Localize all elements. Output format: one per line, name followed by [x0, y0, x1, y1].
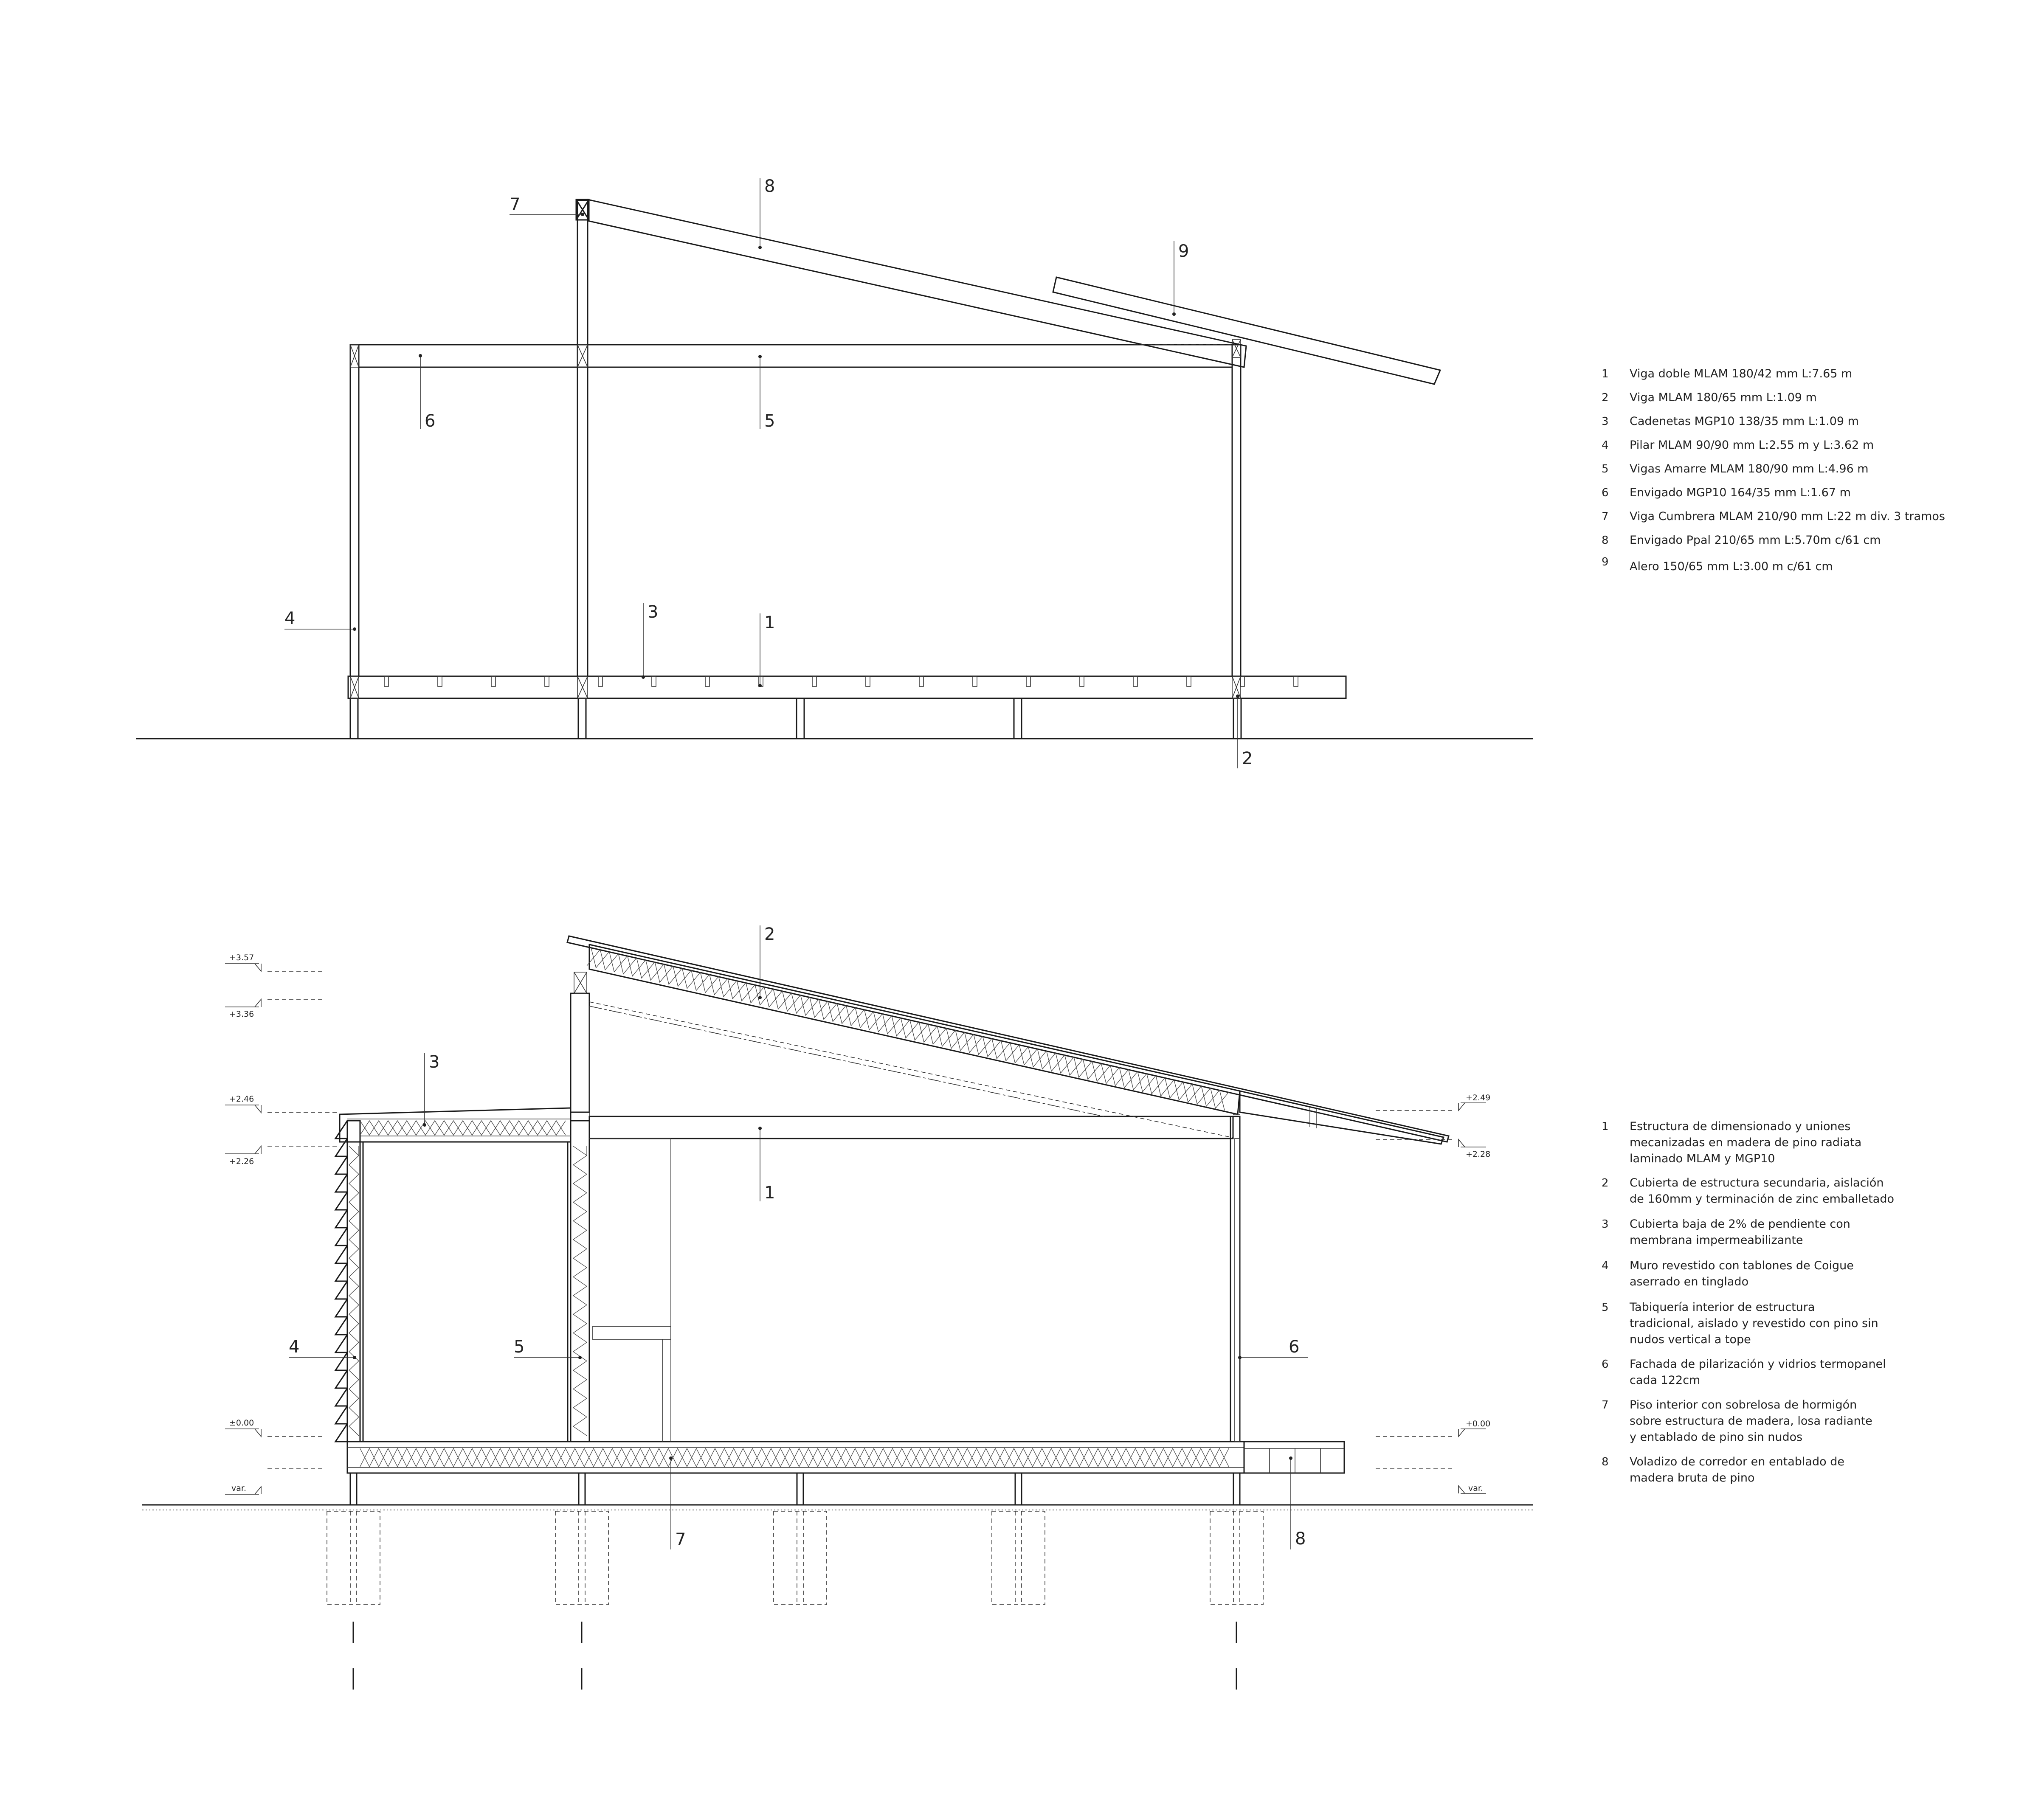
svg-text:nudos vertical a tope: nudos vertical a tope [1630, 1333, 1751, 1346]
callout-9 [1172, 241, 1189, 316]
svg-text:4: 4 [1602, 439, 1609, 452]
svg-text:membrana impermeabilizante: membrana impermeabilizante [1630, 1234, 1803, 1247]
partition-insulation [573, 1146, 587, 1436]
svg-text:tradicional, aislado y revesti: tradicional, aislado y revestido con pino sin [1630, 1317, 1878, 1330]
level-label: +3.57 [229, 953, 254, 962]
level-marker [1376, 1093, 1490, 1111]
structural-section [136, 177, 1945, 768]
callout-1-label: 1 [764, 613, 775, 633]
level-label: +2.49 [1466, 1093, 1491, 1102]
cadeneta-notch [491, 676, 496, 686]
callout-5 [758, 355, 775, 431]
svg-text:Muro revestido con tablones de: Muro revestido con tablones de Coigue [1630, 1259, 1854, 1272]
callout-7-label: 7 [675, 1530, 686, 1549]
legend-item [1602, 1217, 1850, 1247]
callout-3-label: 3 [648, 602, 659, 622]
level-marker [225, 999, 323, 1019]
svg-text:3: 3 [1602, 1218, 1609, 1231]
cadeneta-notch [384, 676, 389, 686]
grid-axis-marks [353, 1622, 1236, 1690]
level-marker [225, 1469, 323, 1494]
cadeneta-notch [598, 676, 603, 686]
svg-text:Cubierta de estructura secunda: Cubierta de estructura secundaria, aislación [1630, 1176, 1884, 1189]
legend-row [1602, 415, 1859, 428]
callout-7 [510, 195, 584, 216]
pillar-left [350, 345, 359, 676]
legend-item [1602, 1358, 1886, 1387]
foundations [327, 1511, 1263, 1605]
cadeneta-notch [1187, 676, 1191, 686]
cadeneta-notch [545, 676, 549, 686]
callout-3 [642, 602, 658, 679]
svg-text:Tabiquería interior de estruct: Tabiquería interior de estructura [1630, 1301, 1815, 1314]
level-marker [225, 1146, 340, 1166]
level-label: +3.36 [229, 1009, 254, 1019]
callout-6 [419, 354, 435, 431]
svg-text:aserrado en tinglado: aserrado en tinglado [1630, 1275, 1749, 1288]
callout-3 [423, 1052, 439, 1127]
low-roof [340, 1108, 571, 1142]
legend-item [1602, 1455, 1844, 1484]
svg-text:Alero 150/65 mm L:3.00 m c/61: Alero 150/65 mm L:3.00 m c/61 cm [1630, 560, 1833, 573]
callout-6-label: 6 [425, 411, 436, 431]
svg-text:Viga MLAM 180/65 mm L:1.09 m: Viga MLAM 180/65 mm L:1.09 m [1630, 391, 1817, 404]
level-label: var. [1468, 1484, 1483, 1493]
level-label: ±0.00 [229, 1418, 254, 1428]
svg-text:5: 5 [1602, 463, 1609, 475]
floor-beam [348, 676, 1346, 698]
cadeneta-notch [438, 676, 442, 686]
level-marker [1376, 1419, 1490, 1437]
beam-end-marks [350, 340, 1241, 698]
svg-text:7: 7 [1602, 510, 1609, 523]
floor-insulation [360, 1448, 1229, 1467]
level-marker [225, 1094, 340, 1113]
svg-text:6: 6 [1602, 1358, 1609, 1371]
svg-text:laminado MLAM y MGP10: laminado MLAM y MGP10 [1630, 1152, 1775, 1165]
pillar-right [1232, 345, 1241, 676]
right-facade-post [1230, 1116, 1240, 1442]
level-label: var. [231, 1484, 246, 1493]
callout-4-label: 4 [289, 1337, 300, 1357]
svg-text:y entablado de pino sin nudos: y entablado de pino sin nudos [1630, 1431, 1803, 1444]
cadeneta-notch [1133, 676, 1137, 686]
level-label: +2.46 [229, 1094, 254, 1104]
legend-item [1602, 1120, 1861, 1165]
callout-6-label: 6 [1289, 1337, 1300, 1357]
cadeneta-notch [866, 676, 870, 686]
svg-text:Envigado Ppal 210/65 mm L:5.70: Envigado Ppal 210/65 mm L:5.70m c/61 cm [1630, 534, 1881, 547]
cadeneta-notch [919, 676, 923, 686]
svg-text:Cadenetas MGP10 138/35 mm L:1.: Cadenetas MGP10 138/35 mm L:1.09 m [1630, 415, 1859, 428]
main-rafter [588, 200, 1246, 367]
foundation-posts [350, 698, 1241, 739]
cadenetas [384, 676, 1298, 686]
svg-text:cada 122cm: cada 122cm [1630, 1374, 1701, 1387]
level-label: +0.00 [1466, 1419, 1491, 1428]
svg-text:1: 1 [1602, 1120, 1609, 1133]
cadeneta-notch [705, 676, 709, 686]
svg-text:Viga Cumbrera MLAM 210/90 mm L: Viga Cumbrera MLAM 210/90 mm L:22 m div. 3 tramos [1630, 510, 1945, 523]
legend-row [1602, 391, 1817, 404]
level-marker [1376, 1469, 1486, 1493]
callout-4 [284, 609, 356, 631]
floor-posts [350, 1473, 1240, 1505]
callout-7-label: 7 [510, 195, 521, 214]
cadeneta-notch [973, 676, 977, 686]
level-marker [225, 1418, 323, 1437]
level-marker [225, 953, 323, 971]
ceiling-hidden-line [589, 1002, 1233, 1138]
corridor-deck [1244, 1442, 1344, 1473]
callout-4 [289, 1337, 356, 1359]
svg-text:madera bruta de pino: madera bruta de pino [1630, 1471, 1755, 1484]
svg-text:Voladizo de corredor en entabl: Voladizo de corredor en entablado de [1630, 1455, 1844, 1468]
low-roof-insulation [360, 1121, 566, 1135]
tie-beam [359, 345, 1232, 367]
level-markers-left [225, 953, 340, 1494]
callout-7 [669, 1456, 686, 1549]
svg-text:1: 1 [1602, 368, 1609, 380]
svg-text:de 160mm y terminación de zinc: de 160mm y terminación de zinc emballetado [1630, 1192, 1895, 1206]
svg-text:sobre estructura de madera, lo: sobre estructura de madera, losa radiante [1630, 1414, 1872, 1428]
level-label: +2.28 [1466, 1150, 1491, 1159]
construction-section [142, 925, 1894, 1690]
cadeneta-notch [1294, 676, 1298, 686]
roof-insulation [587, 947, 1229, 1111]
svg-text:Envigado MGP10 164/35 mm L:1.6: Envigado MGP10 164/35 mm L:1.67 m [1630, 486, 1851, 499]
callout-2 [1236, 694, 1253, 768]
legend-row [1602, 556, 1833, 573]
callout-3-label: 3 [429, 1052, 440, 1072]
main-column [571, 993, 589, 1112]
svg-text:8: 8 [1602, 1456, 1609, 1468]
level-markers-right [1376, 1093, 1490, 1493]
cadeneta-notch [652, 676, 656, 686]
right-facade-frame [1235, 1139, 1240, 1442]
svg-text:Cubierta baja de 2% de pendien: Cubierta baja de 2% de pendiente con [1630, 1217, 1850, 1231]
floor-slab [347, 1442, 1244, 1473]
tinglado-cladding [335, 1121, 347, 1442]
wall-insulation [349, 1146, 359, 1436]
svg-text:Piso interior con sobrelosa de: Piso interior con sobrelosa de hormigón [1630, 1398, 1857, 1411]
legend-row [1602, 367, 1852, 380]
legend-item [1602, 1259, 1854, 1288]
callout-8-label: 8 [1295, 1529, 1306, 1549]
svg-text:6: 6 [1602, 486, 1609, 499]
svg-text:mecanizadas en madera de pino: mecanizadas en madera de pino radiata [1630, 1136, 1862, 1149]
svg-text:Pilar MLAM 90/90 mm L:2.55 m: Pilar MLAM 90/90 mm L:2.55 m y L:3.62 m [1630, 439, 1874, 452]
svg-text:3: 3 [1602, 415, 1609, 428]
cadeneta-notch [1026, 676, 1030, 686]
construction-callouts [289, 925, 1308, 1549]
callout-5-label: 5 [514, 1337, 525, 1357]
svg-text:2: 2 [1602, 391, 1609, 404]
svg-text:9: 9 [1602, 556, 1609, 568]
callout-5 [514, 1337, 582, 1359]
svg-text:4: 4 [1602, 1260, 1609, 1272]
cadeneta-notch [812, 676, 816, 686]
legend-row [1602, 486, 1851, 499]
construction-legend [1602, 1120, 1894, 1484]
callout-8 [1289, 1456, 1306, 1549]
interior-door [589, 1139, 671, 1442]
svg-text:8: 8 [1602, 534, 1609, 547]
interior-room [363, 1142, 568, 1442]
svg-text:7: 7 [1602, 1399, 1609, 1411]
legend-row [1602, 439, 1874, 452]
callout-6 [1238, 1337, 1308, 1359]
structural-legend [1602, 367, 1945, 573]
svg-text:Vigas Amarre MLAM 180/90 mm L: Vigas Amarre MLAM 180/90 mm L:4.96 m [1630, 462, 1869, 475]
main-tie-beam [589, 1116, 1233, 1139]
callout-8-label: 8 [764, 177, 775, 196]
callout-2-label: 2 [764, 925, 775, 944]
legend-item [1602, 1301, 1878, 1346]
legend-row [1602, 534, 1881, 547]
level-label: +2.26 [229, 1157, 254, 1166]
svg-text:Estructura de dimensionado y u: Estructura de dimensionado y uniones [1630, 1120, 1851, 1133]
callout-2-label: 2 [1242, 749, 1253, 768]
legend-row [1602, 510, 1945, 523]
legend-row [1602, 462, 1869, 475]
callout-4-label: 4 [284, 609, 296, 628]
structural-callouts [284, 177, 1253, 768]
legend-item [1602, 1176, 1894, 1206]
svg-text:Fachada de pilarización y vidr: Fachada de pilarización y vidrios termopanel [1630, 1358, 1886, 1371]
legend-item [1602, 1398, 1872, 1444]
pillar-center [577, 200, 588, 676]
cadeneta-notch [1080, 676, 1084, 686]
callout-5-label: 5 [764, 411, 775, 431]
callout-1-label: 1 [764, 1183, 775, 1203]
svg-text:Viga doble MLAM 180/42 mm L:7.: Viga doble MLAM 180/42 mm L:7.65 m [1630, 367, 1853, 380]
callout-9-label: 9 [1178, 242, 1189, 261]
eave-rafter [1053, 277, 1440, 384]
svg-text:2: 2 [1602, 1177, 1609, 1189]
svg-text:5: 5 [1602, 1301, 1609, 1314]
